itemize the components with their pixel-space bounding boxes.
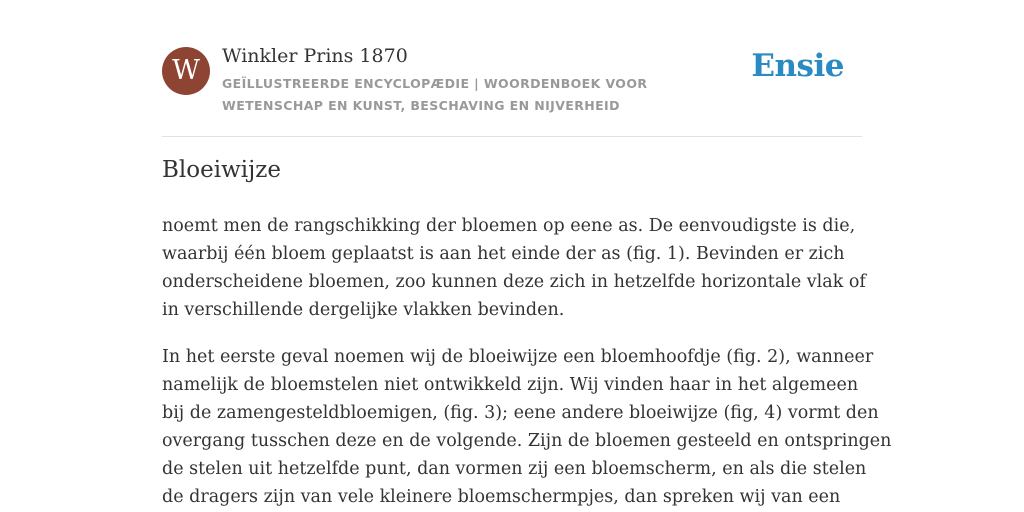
header	[162, 44, 862, 137]
text-line: onderscheidene bloemen, zoo kunnen deze zich in hetzelfde horizontale vlak of	[162, 272, 866, 292]
source-avatar[interactable]: W	[162, 47, 210, 95]
ensie-logo[interactable]: Ensie	[751, 48, 844, 84]
source-subtitle: GEÏLLUSTREERDE ENCYCLOPÆDIE | WOORDENBOEK VOOR WETENSCHAP EN KUNST, BESCHAVING EN NIJVERHEID	[222, 76, 648, 113]
text-line: namelijk de bloemstelen niet ontwikkeld zijn. Wij vinden haar in het algemeen	[162, 375, 859, 395]
paragraph	[162, 343, 892, 511]
paragraph	[162, 212, 874, 324]
text-line: in verschillende dergelijke vlakken bevinden.	[162, 300, 565, 320]
source-title[interactable]: Winkler Prins 1870	[222, 45, 408, 67]
text-line: de dragers zijn van vele kleinere bloemschermpjes, dan spreken wij van een	[162, 487, 841, 507]
text-line: overgang tusschen deze en de volgende. Zijn de bloemen gesteeld en ontspringen	[162, 431, 892, 451]
text-line: bij de zamengesteldbloemigen, (fig. 3); eene andere bloeiwijze (fig, 4) vormt den	[162, 403, 879, 423]
text-line: noemt men de rangschikking der bloemen op eene as. De eenvoudigste is die,	[162, 216, 856, 236]
article-title: Bloeiwijze	[162, 157, 281, 183]
text-line: de stelen uit hetzelfde punt, dan vormen zij een bloemscherm, en als die stelen	[162, 459, 867, 479]
article-body	[162, 212, 892, 512]
text-line: In het eerste geval noemen wij de bloeiwijze een bloemhoofdje (fig. 2), wanneer	[162, 347, 874, 367]
text-line: waarbij één bloem geplaatst is aan het einde der as (fig. 1). Bevinden er zich	[162, 244, 845, 264]
